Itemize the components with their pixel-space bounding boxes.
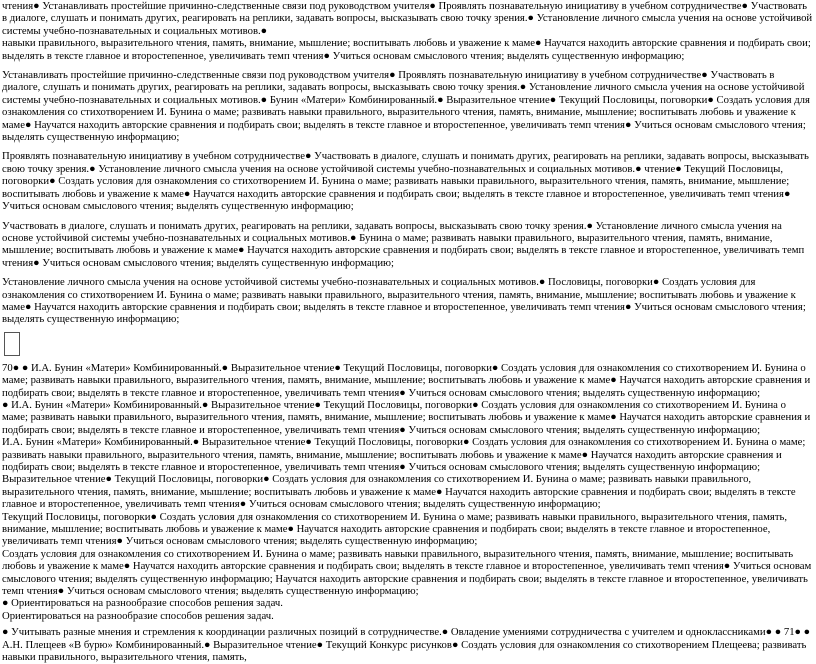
- paragraph: Ориентироваться на разнообразие способов решения задач.: [2, 609, 274, 622]
- paragraph: Текущий Пословицы, поговорки● Создать условия для ознакомления со стихотворением И. Бунина о маме; развивать навыки правильного, выразительного чтения, память, внимание, мышление; воспитывать любовь и уважение к маме● Научатся находить авторские сравнения и подбирать свои; выделять в тексте главное и второстепенное, увеличивать темп чтения● Учиться основам смыслового чтения; выделять существенную информацию;: [2, 510, 788, 548]
- paragraph: ● Ориентироваться на разнообразие способов решения задач.: [2, 597, 283, 610]
- paragraph: Создать условия для ознакомления со стихотворением И. Бунина о маме; развивать навыки правильного, выразительного чтения, память, внимание, мышление; воспитывать любовь и уважение к маме● Научатся находить авторские сравнения и подбирать свои; выделять в тексте главное и второстепенное, увеличивать темп чтения● Учиться основам смыслового чтения; выделять существенную информацию; Научатся находить авторские сравнения и подбирать свои; выделять в тексте главное и второстепенное, увеличивать темп чтения● Учиться основам смыслового чтения; выделять существенную информацию;: [2, 547, 812, 598]
- paragraph: чтения● Устанавливать простейшие причинно-следственные связи под руководством учителя● Проявлять познавательную инициативу в учебном сотрудничестве● Участвовать в диалоге, слушать и понимать других, реагировать на реплики, задавать вопросы, высказывать свою точку зрения.● Установление личного смысла учения на основе устойчивой системы учебно-познавательных и социальных мотивов.●: [2, 0, 813, 37]
- paragraph: И.А. Бунин «Матери» Комбинированный.● Выразительное чтение● Текущий Пословицы, поговорки● Создать условия для ознакомления со стихотворением И. Бунина о маме; развивать навыки правильного, выразительного чтения, память, внимание, мышление; воспитывать любовь и уважение к маме● Научатся находить авторские сравнения и подбирать свои; выделять в тексте главное и второстепенное, увеличивать темп чтения● Учиться основам смыслового чтения; выделять существенную информацию;: [2, 436, 806, 473]
- paragraph: 70● ● И.А. Бунин «Матери» Комбинированный.● Выразительное чтение● Текущий Пословицы, поговорки● Создать условия для ознакомления со стихотворением И. Бунина о маме; развивать навыки правильного, выразительного чтения, память, внимание, мышление; воспитывать любовь и уважение к маме● Научатся находить авторские сравнения и подбирать свои; выделять в тексте главное и второстепенное, увеличивать темп чтения● Учиться основам смыслового чтения; выделять существенную информацию;: [2, 361, 811, 399]
- paragraph: ● И.А. Бунин «Матери» Комбинированный.● Выразительное чтение● Текущий Пословицы, поговорки● Создать условия для ознакомления со стихотворением И. Бунина о маме; развивать навыки правильного, выразительного чтения, память, внимание, мышление; воспитывать любовь и уважение к маме● Научатся находить авторские сравнения и подбирать свои; выделять в тексте главное и второстепенное, увеличивать темп чтения● Учиться основам смыслового чтения; выделять существенную информацию;: [2, 398, 811, 436]
- paragraph: Проявлять познавательную инициативу в учебном сотрудничестве● Участвовать в диалоге, слушать и понимать других, реагировать на реплики, задавать вопросы, высказывать свою точку зрения.● Установление личного смысла учения на основе устойчивой системы учебно-познавательных и социальных мотивов.● чтение● Текущий Пословицы, поговорки● Создать условия для ознакомления со стихотворением И. Бунина о маме; развивать навыки правильного, выразительного чтения, память, внимание, мышление; воспитывать любовь и уважение к маме● Научатся находить авторские сравнения и подбирать свои; выделять в тексте главное и второстепенное, увеличивать темп чтения● Учиться основам смыслового чтения; выделять существенную информацию;: [2, 150, 809, 213]
- paragraph: Участвовать в диалоге, слушать и понимать других, реагировать на реплики, задавать вопросы, высказывать свою точку зрения.● Установление личного смысла учения на основе устойчивой системы учебно-познавательных и социальных мотивов.● Бунина о маме; развивать навыки правильного, выразительного чтения, память, внимание, мышление; воспитывать любовь и уважение к маме● Научатся находить авторские сравнения и подбирать свои; выделять в тексте главное и второстепенное, увеличивать темп чтения● Учиться основам смыслового чтения; выделять существенную информацию;: [2, 219, 805, 269]
- paragraph: ● Учитывать разные мнения и стремления к координации различных позиций в сотрудничестве.● Овладение умениями сотрудничества с учителем и одноклассниками● ● 71● ● А.Н. Плещеев «В бурю» Комбинированный.● Выразительное чтение● Текущий Конкурс рисунков● Создать условия для ознакомления со стихотворением Плещеева; развивать навыки правильного, выразительного чтения, память,: [2, 626, 811, 664]
- paragraph: Устанавливать простейшие причинно-следственные связи под руководством учителя● Проявлять познавательную инициативу в учебном сотрудничестве● Участвовать в диалоге, слушать и понимать других, реагировать на реплики, задавать вопросы, высказывать свою точку зрения.● Установление личного смысла учения на основе устойчивой системы учебно-познавательных и социальных мотивов.● Бунин «Матери» Комбинированный.● Выразительное чтение● Текущий Пословицы, поговорки● Создать условия для ознакомления со стихотворением И. Бунина о маме; развивать навыки правильного, выразительного чтения, память, внимание, мышление; воспитывать любовь и уважение к маме● Научатся находить авторские сравнения и подбирать свои; выделять в тексте главное и второстепенное, увеличивать темп чтения● Учиться основам смыслового чтения; выделять существенную информацию;: [2, 69, 810, 144]
- image-placeholder: [4, 332, 20, 356]
- paragraph: Установление личного смысла учения на основе устойчивой системы учебно-познавательных и социальных мотивов.● Пословицы, поговорки● Создать условия для ознакомления со стихотворением И. Бунина о маме; развивать навыки правильного, выразительного чтения, память, внимание, мышление; воспитывать любовь и уважение к маме● Научатся находить авторские сравнения и подбирать свои; выделять в тексте главное и второстепенное, увеличивать темп чтения● Учиться основам смыслового чтения; выделять существенную информацию;: [2, 276, 806, 326]
- paragraph: Выразительное чтение● Текущий Пословицы, поговорки● Создать условия для ознакомления со стихотворением И. Бунина о маме; развивать навыки правильного, выразительного чтения, память, внимание, мышление; воспитывать любовь и уважение к маме● Научатся находить авторские сравнения и подбирать свои; выделять в тексте главное и второстепенное, увеличивать темп чтения● Учиться основам смыслового чтения; выделять существенную информацию;: [2, 473, 796, 511]
- paragraph: навыки правильного, выразительного чтения, память, внимание, мышление; воспитывать любовь и уважение к маме● Научатся находить авторские сравнения и подбирать свои; выделять в тексте главное и второстепенное, увеличивать темп чтения● Учиться основам смыслового чтения; выделять существенную информацию;: [2, 37, 811, 62]
